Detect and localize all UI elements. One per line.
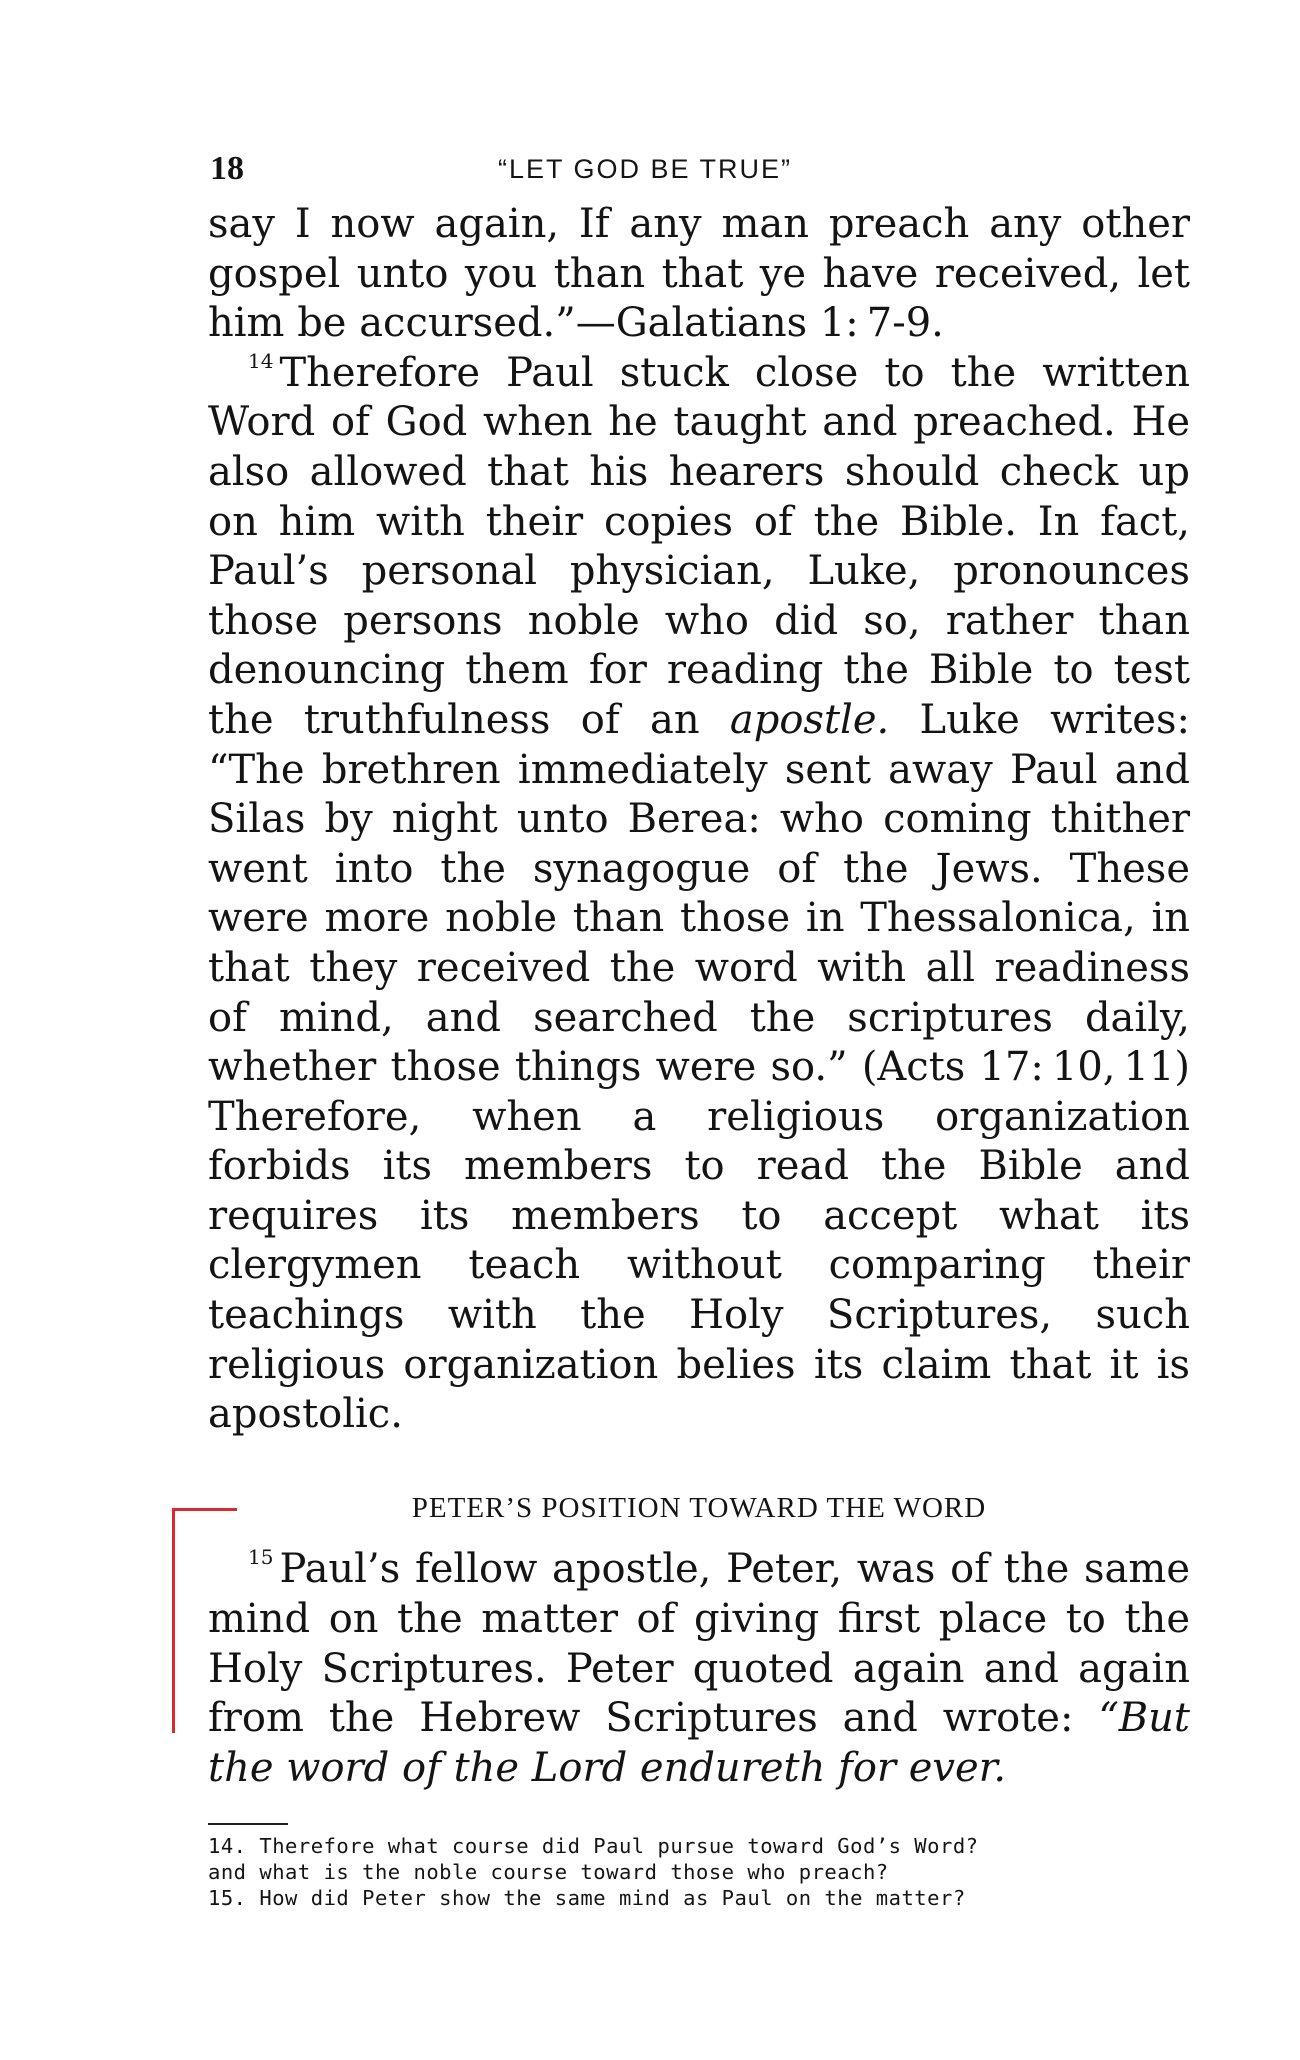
paragraph-14-italic: apostle. (729, 696, 890, 743)
page-number: 18 (210, 150, 244, 187)
paragraph-15-italic: “But the word of the Lord endureth for ever. (208, 1695, 1190, 1791)
body-text (208, 200, 1190, 1793)
footnote-line: 15. How did Peter show the same mind as Paul on the matter? (208, 1886, 966, 1911)
section-heading: PETER’S POSITION TOWARD THE WORD (411, 1491, 987, 1524)
footnote-rule (208, 1823, 288, 1825)
footnote-line: 14. Therefore what course did Paul pursue toward God’s Word? (208, 1834, 979, 1859)
paragraph-14 (208, 349, 1190, 1440)
paragraph-15-text: Paul’s fellow apostle, Peter, was of the same mind on the matter of giving first place to the Holy Scriptures. Peter quoted again and again from the Hebrew Scriptures and wrote: (208, 1546, 1190, 1742)
paragraph-number-15: 15 (248, 1545, 274, 1570)
footnote-line: and what is the noble course toward those who preach? (208, 1860, 889, 1885)
running-title: “LET GOD BE TRUE” (498, 154, 793, 184)
continuation-paragraph: say I now again, If any man preach any other gospel unto you than that ye have received, let him be accursed.”—Galatians 1: 7-9. (208, 201, 1190, 347)
book-page (208, 150, 1190, 1911)
paragraph-number-14: 14 (248, 348, 274, 373)
paragraph-14-text-a: Therefore Paul stuck close to the written Word of God when he taught and preached. He also allowed that his hearers should check up on him with their copies of the Bible. In fact, Paul’s personal physician, Luke, pronounces those persons noble who did so, rather than denouncing them for reading the Bible to test the truthfulness of an (208, 349, 1190, 743)
study-questions (208, 1833, 1190, 1911)
paragraph-15 (208, 1545, 1190, 1793)
paragraph-14-text-b: Luke writes: “The brethren immediately sent away Paul and Silas by night unto Berea: who coming thither went into the synagogue of the Jews. These were more noble than those in Thessalonica, in that they received the word with all readiness of mind, and searched the scriptures daily, whether those things were so.” (Acts 17: 10, 11) Therefore, when a religious organization forbids its members to read the Bible and requires its members to accept what its clergymen teach without comparing their teachings with the Holy Scriptures, such religious organization belies its claim that it is apostolic. (208, 696, 1190, 1438)
page-header (208, 150, 1190, 200)
